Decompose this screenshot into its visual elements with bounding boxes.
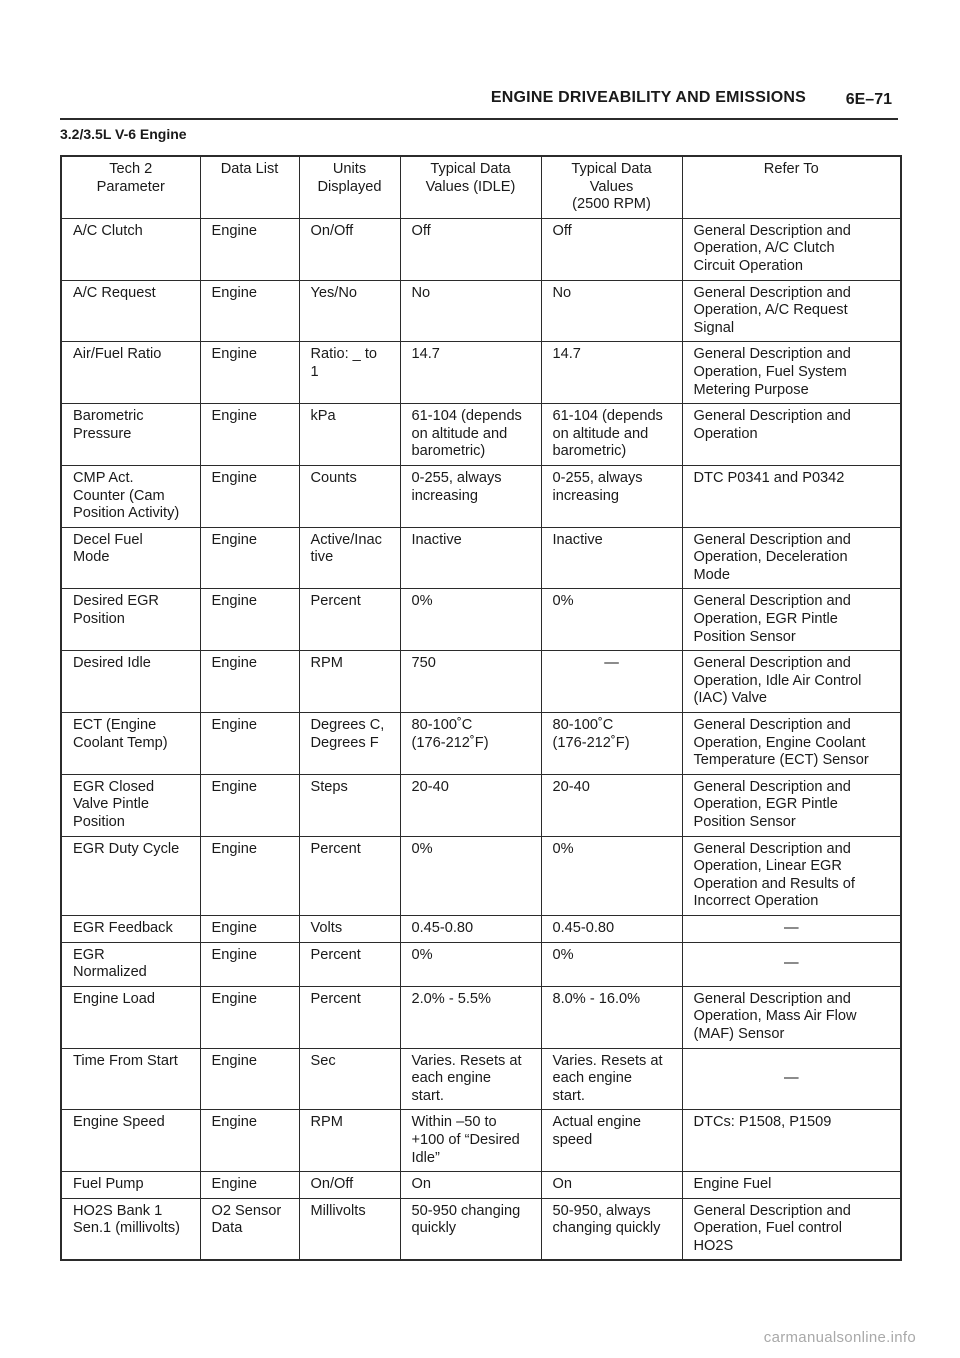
cell-idle: 0% xyxy=(400,942,541,986)
cell-units: Steps xyxy=(299,774,400,836)
site-watermark: carmanualsonline.info xyxy=(763,1329,916,1346)
cell-units: On/Off xyxy=(299,1172,400,1199)
cell-idle: 50-950 changing quickly xyxy=(400,1198,541,1260)
cell-2500rpm: — xyxy=(541,651,682,713)
cell-idle: No xyxy=(400,280,541,342)
table-row xyxy=(61,1048,901,1110)
cell-2500rpm: Off xyxy=(541,218,682,280)
cell-refer-to: General Description and Operation, A/C Clutch Circuit Operation xyxy=(682,218,901,280)
cell-parameter: A/C Request xyxy=(61,280,200,342)
cell-parameter: Engine Load xyxy=(61,986,200,1048)
cell-2500rpm: 20-40 xyxy=(541,774,682,836)
cell-units: Sec xyxy=(299,1048,400,1110)
table-row xyxy=(61,1198,901,1260)
cell-refer-to: General Description and Operation, Fuel control HO2S xyxy=(682,1198,901,1260)
table-row xyxy=(61,942,901,986)
cell-idle: 0-255, always increasing xyxy=(400,465,541,527)
table-row xyxy=(61,1110,901,1172)
cell-units: On/Off xyxy=(299,218,400,280)
cell-parameter: ECT (Engine Coolant Temp) xyxy=(61,713,200,775)
cell-refer-to: General Description and Operation, EGR Pintle Position Sensor xyxy=(682,774,901,836)
cell-idle: Within –50 to +100 of “Desired Idle” xyxy=(400,1110,541,1172)
cell-idle: 20-40 xyxy=(400,774,541,836)
cell-data-list: Engine xyxy=(200,774,299,836)
cell-data-list: Engine xyxy=(200,342,299,404)
cell-2500rpm: 0% xyxy=(541,836,682,915)
column-header-units: Units Displayed xyxy=(299,156,400,218)
cell-parameter: EGR Normalized xyxy=(61,942,200,986)
cell-idle: 0.45-0.80 xyxy=(400,915,541,942)
section-title: 3.2/3.5L V-6 Engine xyxy=(60,126,187,142)
cell-parameter: Decel Fuel Mode xyxy=(61,527,200,589)
cell-units: Yes/No xyxy=(299,280,400,342)
cell-2500rpm: 0.45-0.80 xyxy=(541,915,682,942)
cell-data-list: Engine xyxy=(200,280,299,342)
cell-units: Counts xyxy=(299,465,400,527)
cell-data-list: Engine xyxy=(200,465,299,527)
cell-units: Degrees C, Degrees F xyxy=(299,713,400,775)
table-row xyxy=(61,1172,901,1199)
cell-idle: 750 xyxy=(400,651,541,713)
cell-parameter: HO2S Bank 1 Sen.1 (millivolts) xyxy=(61,1198,200,1260)
cell-units: kPa xyxy=(299,404,400,466)
cell-2500rpm: 8.0% - 16.0% xyxy=(541,986,682,1048)
cell-refer-to: General Description and Operation, Deceleration Mode xyxy=(682,527,901,589)
table-row xyxy=(61,713,901,775)
cell-2500rpm: Inactive xyxy=(541,527,682,589)
cell-refer-to: General Description and Operation, A/C Request Signal xyxy=(682,280,901,342)
cell-data-list: Engine xyxy=(200,651,299,713)
cell-units: Percent xyxy=(299,589,400,651)
cell-data-list: Engine xyxy=(200,986,299,1048)
table-row xyxy=(61,465,901,527)
cell-data-list: Engine xyxy=(200,527,299,589)
cell-idle: 2.0% - 5.5% xyxy=(400,986,541,1048)
cell-refer-to: General Description and Operation, Engine Coolant Temperature (ECT) Sensor xyxy=(682,713,901,775)
cell-idle: 0% xyxy=(400,836,541,915)
column-header-refer-to: Refer To xyxy=(682,156,901,218)
table-row xyxy=(61,527,901,589)
cell-2500rpm: 0-255, always increasing xyxy=(541,465,682,527)
cell-parameter: Air/Fuel Ratio xyxy=(61,342,200,404)
cell-data-list: O2 Sensor Data xyxy=(200,1198,299,1260)
cell-parameter: Desired Idle xyxy=(61,651,200,713)
engine-data-table xyxy=(60,155,902,1261)
table-row xyxy=(61,280,901,342)
cell-refer-to: — xyxy=(682,1048,901,1110)
cell-parameter: EGR Feedback xyxy=(61,915,200,942)
cell-parameter: Fuel Pump xyxy=(61,1172,200,1199)
cell-data-list: Engine xyxy=(200,713,299,775)
page-header xyxy=(60,86,898,120)
cell-refer-to: Engine Fuel xyxy=(682,1172,901,1199)
cell-units: Percent xyxy=(299,942,400,986)
cell-refer-to: General Description and Operation, Fuel System Metering Purpose xyxy=(682,342,901,404)
cell-refer-to: General Description and Operation, Linear EGR Operation and Results of Incorrect Operation xyxy=(682,836,901,915)
cell-2500rpm: No xyxy=(541,280,682,342)
table-row xyxy=(61,589,901,651)
table-row xyxy=(61,404,901,466)
column-header-idle-values: Typical Data Values (IDLE) xyxy=(400,156,541,218)
cell-data-list: Engine xyxy=(200,404,299,466)
page-number: 6E–71 xyxy=(845,91,892,108)
cell-parameter: Barometric Pressure xyxy=(61,404,200,466)
table-row xyxy=(61,986,901,1048)
table-row xyxy=(61,651,901,713)
cell-parameter: EGR Duty Cycle xyxy=(61,836,200,915)
cell-idle: 14.7 xyxy=(400,342,541,404)
cell-idle: 80-100˚C (176-212˚F) xyxy=(400,713,541,775)
column-header-parameter: Tech 2 Parameter xyxy=(61,156,200,218)
table-row xyxy=(61,774,901,836)
cell-2500rpm: 50-950, always changing quickly xyxy=(541,1198,682,1260)
cell-idle: Varies. Resets at each engine start. xyxy=(400,1048,541,1110)
cell-refer-to: DTC P0341 and P0342 xyxy=(682,465,901,527)
cell-refer-to: General Description and Operation, Mass Air Flow (MAF) Sensor xyxy=(682,986,901,1048)
cell-refer-to: General Description and Operation, Idle Air Control (IAC) Valve xyxy=(682,651,901,713)
cell-2500rpm: 14.7 xyxy=(541,342,682,404)
cell-refer-to: — xyxy=(682,942,901,986)
table-row xyxy=(61,915,901,942)
cell-refer-to: — xyxy=(682,915,901,942)
cell-idle: On xyxy=(400,1172,541,1199)
cell-idle: Inactive xyxy=(400,527,541,589)
cell-parameter: Desired EGR Position xyxy=(61,589,200,651)
cell-data-list: Engine xyxy=(200,836,299,915)
cell-data-list: Engine xyxy=(200,589,299,651)
cell-data-list: Engine xyxy=(200,1110,299,1172)
cell-parameter: CMP Act. Counter (Cam Position Activity) xyxy=(61,465,200,527)
cell-2500rpm: 0% xyxy=(541,942,682,986)
cell-units: Percent xyxy=(299,836,400,915)
header-title: ENGINE DRIVEABILITY AND EMISSIONS xyxy=(490,89,806,106)
cell-data-list: Engine xyxy=(200,915,299,942)
cell-2500rpm: Varies. Resets at each engine start. xyxy=(541,1048,682,1110)
cell-parameter: EGR Closed Valve Pintle Position xyxy=(61,774,200,836)
cell-units: RPM xyxy=(299,1110,400,1172)
cell-data-list: Engine xyxy=(200,1048,299,1110)
cell-units: Millivolts xyxy=(299,1198,400,1260)
cell-2500rpm: 61-104 (depends on altitude and barometric) xyxy=(541,404,682,466)
cell-data-list: Engine xyxy=(200,218,299,280)
cell-parameter: Time From Start xyxy=(61,1048,200,1110)
cell-units: Ratio: _ to 1 xyxy=(299,342,400,404)
cell-2500rpm: Actual engine speed xyxy=(541,1110,682,1172)
cell-units: Active/Inac tive xyxy=(299,527,400,589)
cell-data-list: Engine xyxy=(200,942,299,986)
cell-units: RPM xyxy=(299,651,400,713)
cell-units: Volts xyxy=(299,915,400,942)
cell-data-list: Engine xyxy=(200,1172,299,1199)
cell-2500rpm: On xyxy=(541,1172,682,1199)
table-header-row xyxy=(61,156,901,218)
table-row xyxy=(61,218,901,280)
cell-parameter: Engine Speed xyxy=(61,1110,200,1172)
cell-parameter: A/C Clutch xyxy=(61,218,200,280)
cell-idle: 0% xyxy=(400,589,541,651)
cell-refer-to: DTCs: P1508, P1509 xyxy=(682,1110,901,1172)
column-header-data-list: Data List xyxy=(200,156,299,218)
table-row xyxy=(61,342,901,404)
cell-idle: 61-104 (depends on altitude and barometric) xyxy=(400,404,541,466)
cell-idle: Off xyxy=(400,218,541,280)
cell-2500rpm: 80-100˚C (176-212˚F) xyxy=(541,713,682,775)
cell-refer-to: General Description and Operation xyxy=(682,404,901,466)
column-header-2500rpm-values: Typical Data Values (2500 RPM) xyxy=(541,156,682,218)
cell-refer-to: General Description and Operation, EGR Pintle Position Sensor xyxy=(682,589,901,651)
cell-units: Percent xyxy=(299,986,400,1048)
table-row xyxy=(61,836,901,915)
cell-2500rpm: 0% xyxy=(541,589,682,651)
